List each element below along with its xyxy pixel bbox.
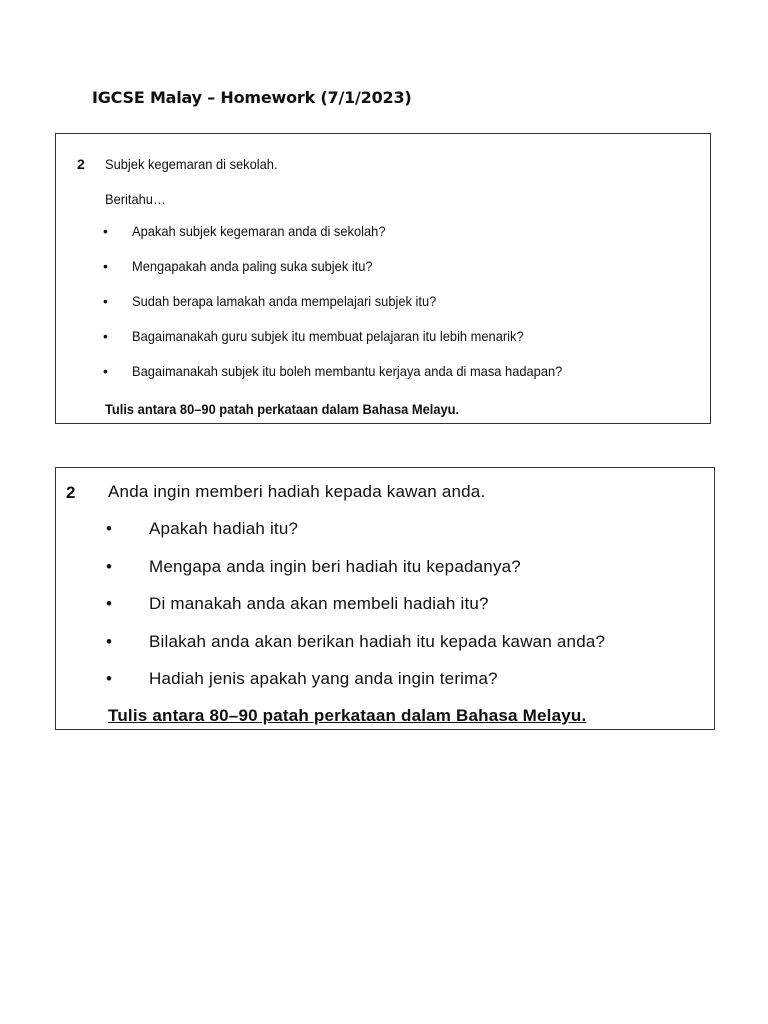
bullet-icon: • — [103, 258, 108, 274]
list-item-text: Mengapakah anda paling suka subjek itu? — [132, 258, 373, 274]
bullet-icon: • — [106, 631, 112, 651]
list-item-text: Sudah berapa lamakah anda mempelajari subjek itu? — [132, 293, 437, 309]
question-number: 2 — [66, 483, 76, 502]
word-count-instruction: Tulis antara 80–90 patah perkataan dalam Bahasa Melayu. — [108, 706, 587, 725]
question-prompt: Beritahu… — [105, 191, 166, 207]
bullet-icon: • — [103, 328, 108, 344]
list-item-text: Di manakah anda akan membeli hadiah itu? — [149, 594, 489, 613]
bullet-icon: • — [103, 223, 108, 239]
list-item-text: Bagaimanakah guru subjek itu membuat pelajaran itu lebih menarik? — [132, 328, 524, 344]
question-box-1 — [55, 133, 711, 424]
list-item-text: Hadiah jenis apakah yang anda ingin terima? — [149, 669, 498, 688]
list-item-text: Mengapa anda ingin beri hadiah itu kepadanya? — [149, 556, 521, 576]
bullet-icon: • — [106, 519, 112, 538]
bullet-icon: • — [103, 293, 108, 309]
question-number: 2 — [77, 156, 85, 172]
list-item-text: Apakah subjek kegemaran anda di sekolah? — [132, 223, 386, 239]
bullet-icon: • — [106, 556, 112, 576]
list-item-text: Bilakah anda akan berikan hadiah itu kepada kawan anda? — [149, 631, 606, 651]
word-count-instruction: Tulis antara 80–90 patah perkataan dalam Bahasa Melayu. — [105, 401, 460, 417]
page-title: IGCSE Malay – Homework (7/1/2023) — [92, 88, 412, 107]
bullet-icon: • — [106, 594, 112, 613]
bullet-icon: • — [103, 363, 108, 379]
question-title: Anda ingin memberi hadiah kepada kawan anda. — [108, 482, 486, 501]
bullet-icon: • — [106, 669, 112, 688]
list-item-text: Bagaimanakah subjek itu boleh membantu kerjaya anda di masa hadapan? — [132, 363, 563, 379]
list-item-text: Apakah hadiah itu? — [149, 519, 299, 538]
question-title: Subjek kegemaran di sekolah. — [105, 156, 278, 172]
question-box-2 — [55, 467, 715, 730]
